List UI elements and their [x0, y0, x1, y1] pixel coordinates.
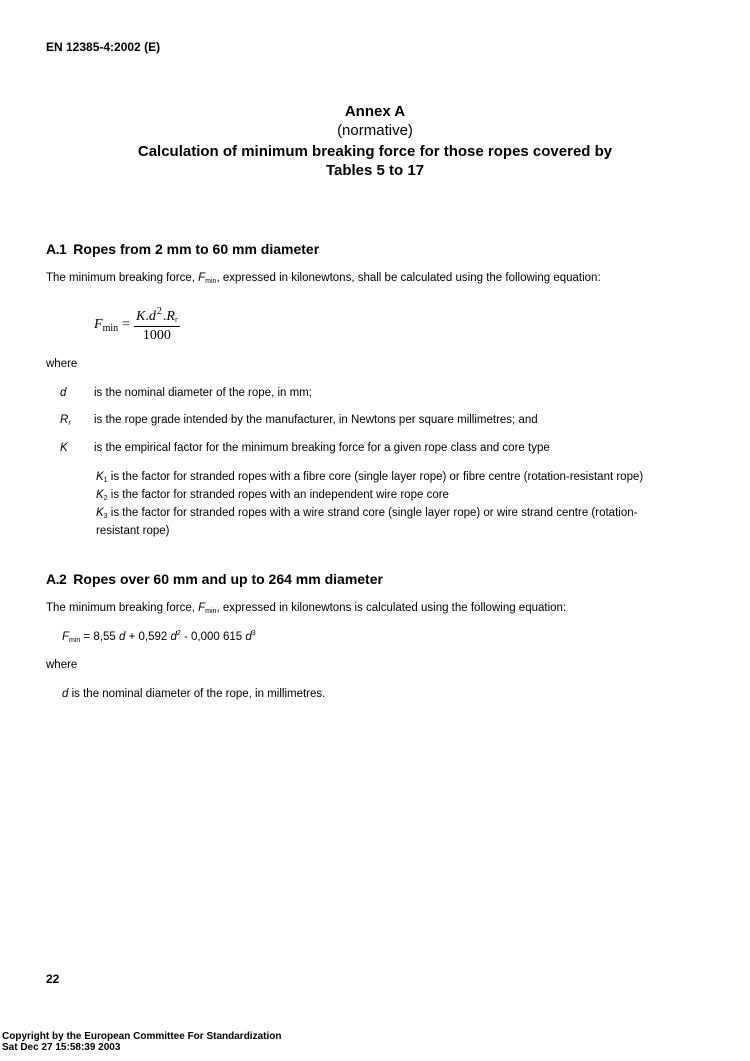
- num-dot: .: [145, 309, 149, 324]
- k-text: is the factor for stranded ropes with a wire strand core (single layer rope) or wire strand centre (rotation-resistant rope): [96, 507, 638, 537]
- num-r: R: [166, 309, 175, 324]
- num-k: K: [136, 309, 146, 324]
- formula-a2: [62, 630, 256, 644]
- intro-text-cont: , expressed in kilonewtons, shall be calculated using the following equation:: [216, 272, 601, 284]
- definition-rr: [60, 414, 538, 427]
- intro-text-cont: , expressed in kilonewtons is calculated using the following equation:: [216, 602, 567, 614]
- k-subscript: 2: [103, 495, 108, 502]
- intro-text: The minimum breaking force,: [46, 272, 199, 284]
- definition-text: is the nominal diameter of the rope, in mm;: [94, 387, 312, 399]
- k2-definition: [96, 488, 666, 506]
- formula-a1: [94, 306, 180, 344]
- k-subscript: 3: [103, 513, 108, 520]
- num-exponent: 2: [156, 306, 162, 317]
- formula-lhs-symbol: F: [94, 316, 103, 332]
- formula-term: + 0,592: [125, 631, 171, 643]
- definition-symbol: [60, 387, 94, 399]
- annex-heading-line-1: Calculation of minimum breaking force for those ropes covered by: [137, 143, 613, 160]
- section-a2-heading: [46, 571, 383, 587]
- section-a2-number: A.2: [46, 571, 67, 587]
- definition-symbol: [60, 414, 94, 427]
- formula-lhs: [94, 317, 118, 334]
- formula-lhs-subscript: min: [102, 322, 119, 334]
- definition-text: is the nominal diameter of the rope, in millimetres.: [68, 688, 326, 700]
- num-d: d: [148, 309, 156, 324]
- fmin-subscript: min: [205, 278, 217, 285]
- formula-exponent: 3: [251, 630, 256, 637]
- formula-d: d: [119, 631, 126, 643]
- fmin-subscript: min: [205, 608, 217, 615]
- k-symbol: K: [96, 507, 104, 519]
- where-label-a2: where: [46, 659, 78, 671]
- definition-symbol: [60, 442, 94, 454]
- definition-text: is the rope grade intended by the manufacturer, in Newtons per square millimetres; and: [94, 414, 538, 426]
- formula-equals: =: [122, 317, 131, 332]
- k-text: is the factor for stranded ropes with a fibre core (single layer rope) or fibre centre (rotation-resistant rope): [107, 471, 644, 483]
- symbol-letter: R: [60, 414, 69, 426]
- k-symbol: K: [96, 471, 104, 483]
- section-a1-number: A.1: [46, 241, 67, 257]
- formula-term: - 0,000 615: [180, 631, 246, 643]
- annex-title: Annex A: [344, 103, 406, 120]
- symbol-letter: K: [60, 442, 68, 454]
- symbol-subscript: r: [68, 420, 71, 427]
- section-a1-intro: [46, 272, 601, 285]
- definition-k: [60, 442, 550, 454]
- symbol-letter: d: [60, 387, 67, 399]
- k-subscript: 1: [103, 477, 108, 484]
- formula-fraction: [134, 306, 180, 344]
- copyright-text: Copyright by the European Committee For Standardization: [2, 1031, 282, 1042]
- formula-d: d: [245, 631, 252, 643]
- formula-lhs-symbol: F: [62, 631, 70, 643]
- section-a2-title: Ropes over 60 mm and up to 264 mm diameter: [73, 571, 383, 587]
- definition-symbol: d: [62, 688, 69, 700]
- intro-text: The minimum breaking force,: [46, 602, 199, 614]
- formula-numerator: [134, 306, 180, 327]
- annex-heading-line-2: Tables 5 to 17: [325, 162, 425, 179]
- formula-term: = 8,55: [80, 631, 119, 643]
- k1-definition: [96, 470, 666, 488]
- where-label-a1: where: [46, 358, 78, 370]
- timestamp-text: Sat Dec 27 15:58:39 2003: [2, 1042, 121, 1053]
- document-id: EN 12385-4:2002 (E): [46, 40, 161, 54]
- section-a1-title: Ropes from 2 mm to 60 mm diameter: [73, 241, 320, 257]
- definition-d-a2: [62, 688, 325, 700]
- k-text: is the factor for stranded ropes with an independent wire rope core: [107, 489, 449, 501]
- k-symbol: K: [96, 489, 104, 501]
- section-a2-intro: [46, 602, 566, 615]
- k-factor-list: [96, 470, 666, 538]
- fmin-symbol: F: [198, 272, 206, 284]
- definition-d: [60, 387, 312, 399]
- num-dot: .: [162, 309, 167, 324]
- page-number: 22: [46, 972, 60, 986]
- annex-status: (normative): [337, 122, 413, 139]
- formula-denominator: 1000: [142, 328, 171, 343]
- annex-heading: [0, 142, 750, 180]
- formula-exponent: 2: [176, 630, 181, 637]
- formula-d: d: [170, 631, 177, 643]
- copyright-footer: [2, 1031, 281, 1053]
- k3-definition: [96, 506, 666, 538]
- section-a1-heading: [46, 241, 319, 257]
- definition-text: is the empirical factor for the minimum breaking force for a given rope class and core type: [94, 442, 550, 454]
- fmin-symbol: F: [198, 602, 206, 614]
- num-r-subscript: r: [174, 315, 178, 324]
- formula-lhs-subscript: min: [69, 637, 81, 644]
